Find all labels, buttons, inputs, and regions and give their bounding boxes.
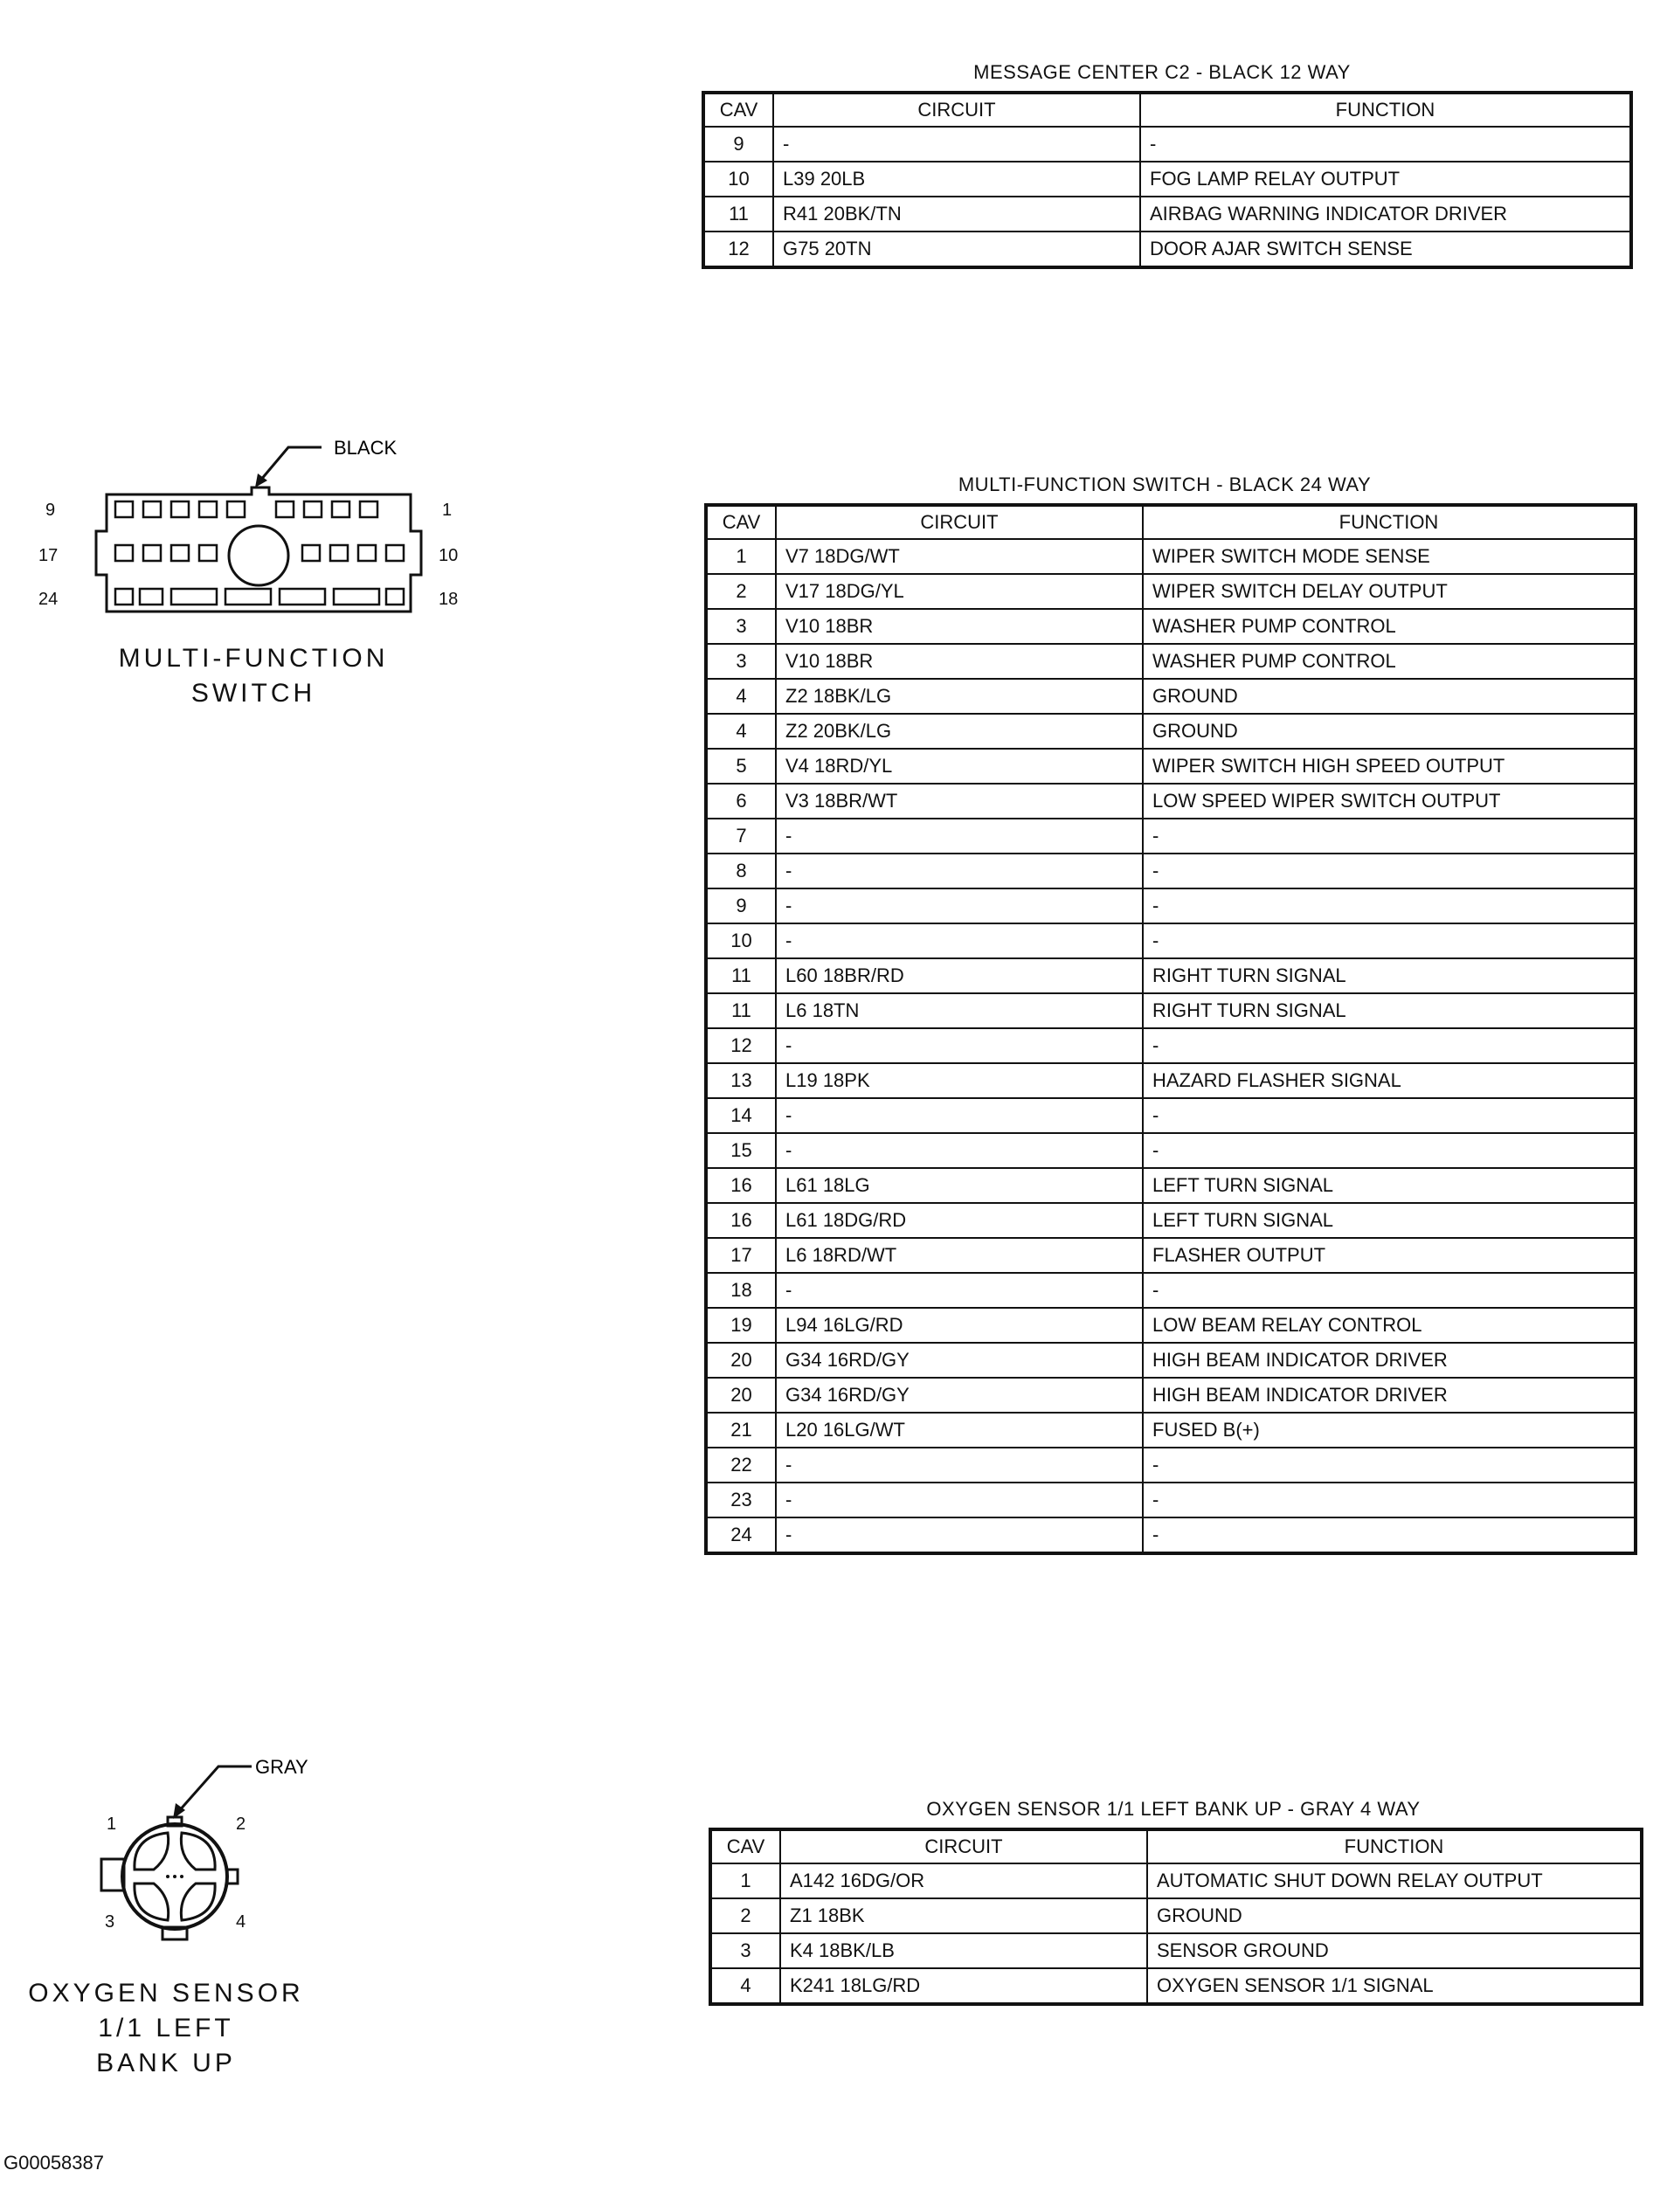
cav-cell: 13 [706, 1063, 776, 1098]
caption-line: OXYGEN SENSOR [28, 1979, 304, 2008]
table-row [706, 854, 1636, 888]
pin-label: 10 [439, 546, 459, 565]
cav-cell: 20 [706, 1378, 776, 1413]
function-cell: - [1143, 1517, 1636, 1553]
cav-cell: 11 [703, 197, 773, 232]
table-row [706, 1308, 1636, 1343]
circuit-cell: L61 18DG/RD [776, 1203, 1143, 1238]
column-header: FUNCTION [1140, 93, 1631, 127]
cav-cell: 23 [706, 1483, 776, 1517]
function-cell: HIGH BEAM INDICATOR DRIVER [1143, 1343, 1636, 1378]
caption-line: MULTI-FUNCTION [118, 644, 389, 673]
cav-cell: 1 [706, 539, 776, 574]
table-row [706, 1448, 1636, 1483]
table-row [710, 1898, 1642, 1933]
function-cell: - [1143, 1133, 1636, 1168]
column-header: FUNCTION [1147, 1829, 1642, 1863]
circuit-cell: - [776, 854, 1143, 888]
circuit-cell: V7 18DG/WT [776, 539, 1143, 574]
column-header: CIRCUIT [780, 1829, 1147, 1863]
circuit-cell: V10 18BR [776, 644, 1143, 679]
cav-cell: 3 [706, 609, 776, 644]
table-row [706, 1028, 1636, 1063]
pin-label: 17 [38, 546, 59, 565]
caption-line: BANK UP [96, 2049, 236, 2077]
circuit-cell: Z2 20BK/LG [776, 714, 1143, 749]
function-cell: WIPER SWITCH MODE SENSE [1143, 539, 1636, 574]
top-pin-row [115, 501, 377, 517]
function-cell: AIRBAG WARNING INDICATOR DRIVER [1140, 197, 1631, 232]
cav-cell: 1 [710, 1863, 780, 1898]
oxygen-sensor-connector-diagram [70, 1747, 349, 1966]
cav-cell: 9 [703, 127, 773, 162]
circuit-cell: - [776, 819, 1143, 854]
function-cell: - [1143, 1273, 1636, 1308]
oxygen-sensor-table [709, 1828, 1643, 2006]
oxygen-sensor-caption [26, 1976, 306, 2081]
table-row [706, 1063, 1636, 1098]
circuit-cell: L39 20LB [773, 162, 1140, 197]
message-center-title: MESSAGE CENTER C2 - BLACK 12 WAY [973, 61, 1351, 83]
function-cell: - [1143, 854, 1636, 888]
cav-cell: 14 [706, 1098, 776, 1133]
cav-cell: 2 [706, 574, 776, 609]
table-row [706, 574, 1636, 609]
table-row [703, 232, 1631, 267]
caption-line: SWITCH [190, 679, 316, 708]
circuit-cell: L6 18TN [776, 993, 1143, 1028]
circuit-cell: - [776, 1517, 1143, 1553]
function-cell: LEFT TURN SIGNAL [1143, 1168, 1636, 1203]
function-cell: - [1143, 1098, 1636, 1133]
cav-cell: 15 [706, 1133, 776, 1168]
table-row [706, 749, 1636, 784]
table-row [703, 127, 1631, 162]
table-row [706, 958, 1636, 993]
circuit-cell: V17 18DG/YL [776, 574, 1143, 609]
table-row [706, 539, 1636, 574]
circuit-cell: - [776, 1448, 1143, 1483]
column-header: CAV [703, 93, 773, 127]
table-row [710, 1968, 1642, 2004]
table-row [706, 888, 1636, 923]
circuit-cell: - [776, 1273, 1143, 1308]
table-row [706, 1203, 1636, 1238]
cav-cell: 12 [706, 1028, 776, 1063]
function-cell: - [1143, 888, 1636, 923]
column-header: CIRCUIT [773, 93, 1140, 127]
function-cell: - [1143, 1028, 1636, 1063]
table-row [706, 644, 1636, 679]
circuit-cell: - [776, 923, 1143, 958]
cav-cell: 18 [706, 1273, 776, 1308]
table-header-row [706, 505, 1636, 539]
table-row [706, 923, 1636, 958]
pin-label: 4 [236, 1912, 246, 1932]
function-cell: FOG LAMP RELAY OUTPUT [1140, 162, 1631, 197]
circuit-cell: - [776, 1098, 1143, 1133]
circuit-cell: V4 18RD/YL [776, 749, 1143, 784]
oxygen-sensor-title: OXYGEN SENSOR 1/1 LEFT BANK UP - GRAY 4 WAY [926, 1798, 1421, 1820]
cav-cell: 16 [706, 1168, 776, 1203]
cav-cell: 6 [706, 784, 776, 819]
color-label: BLACK [334, 437, 398, 459]
function-cell: FLASHER OUTPUT [1143, 1238, 1636, 1273]
pin-label: 3 [105, 1912, 115, 1932]
function-cell: WASHER PUMP CONTROL [1143, 609, 1636, 644]
middle-pin-row [115, 545, 404, 561]
table-header-row [703, 93, 1631, 127]
cav-cell: 2 [710, 1898, 780, 1933]
table-row [706, 1168, 1636, 1203]
circuit-cell: - [776, 1028, 1143, 1063]
circuit-cell: K241 18LG/RD [780, 1968, 1147, 2004]
pin-label: 9 [45, 501, 56, 520]
cav-cell: 4 [706, 714, 776, 749]
column-header: CIRCUIT [776, 505, 1143, 539]
function-cell: - [1140, 127, 1631, 162]
cav-cell: 20 [706, 1343, 776, 1378]
circuit-cell: - [773, 127, 1140, 162]
pin-label: 24 [38, 590, 59, 609]
circuit-cell: - [776, 1483, 1143, 1517]
circuit-cell: - [776, 1133, 1143, 1168]
table-row [706, 784, 1636, 819]
cav-cell: 4 [706, 679, 776, 714]
function-cell: - [1143, 819, 1636, 854]
function-cell: LEFT TURN SIGNAL [1143, 1203, 1636, 1238]
column-header: CAV [706, 505, 776, 539]
function-cell: GROUND [1143, 679, 1636, 714]
center-post [229, 526, 288, 585]
cav-cell: 8 [706, 854, 776, 888]
circuit-cell: R41 20BK/TN [773, 197, 1140, 232]
cav-cell: 4 [710, 1968, 780, 2004]
circuit-cell: K4 18BK/LB [780, 1933, 1147, 1968]
table-row [703, 162, 1631, 197]
table-row [706, 993, 1636, 1028]
function-cell: OXYGEN SENSOR 1/1 SIGNAL [1147, 1968, 1642, 2004]
cav-cell: 3 [706, 644, 776, 679]
table-row [706, 819, 1636, 854]
table-row [706, 1413, 1636, 1448]
circuit-cell: Z1 18BK [780, 1898, 1147, 1933]
cav-cell: 3 [710, 1933, 780, 1968]
message-center-table [702, 91, 1633, 269]
table-row [706, 1098, 1636, 1133]
circuit-cell: G34 16RD/GY [776, 1343, 1143, 1378]
cav-cell: 7 [706, 819, 776, 854]
cav-cell: 21 [706, 1413, 776, 1448]
function-cell: LOW SPEED WIPER SWITCH OUTPUT [1143, 784, 1636, 819]
function-cell: AUTOMATIC SHUT DOWN RELAY OUTPUT [1147, 1863, 1642, 1898]
table-header-row [710, 1829, 1642, 1863]
table-row [706, 1517, 1636, 1553]
circuit-cell: L60 18BR/RD [776, 958, 1143, 993]
circuit-cell: Z2 18BK/LG [776, 679, 1143, 714]
multi-function-caption [96, 641, 411, 711]
cav-cell: 19 [706, 1308, 776, 1343]
table-row [710, 1863, 1642, 1898]
circuit-cell: G75 20TN [773, 232, 1140, 267]
function-cell: - [1143, 1483, 1636, 1517]
pin-label: 2 [236, 1815, 246, 1834]
circuit-cell: - [776, 888, 1143, 923]
table-row [703, 197, 1631, 232]
table-row [706, 1483, 1636, 1517]
function-cell: WASHER PUMP CONTROL [1143, 644, 1636, 679]
table-row [706, 1378, 1636, 1413]
column-header: CAV [710, 1829, 780, 1863]
circuit-cell: A142 16DG/OR [780, 1863, 1147, 1898]
figure-code: G00058387 [3, 2152, 104, 2174]
cav-cell: 9 [706, 888, 776, 923]
function-cell: HIGH BEAM INDICATOR DRIVER [1143, 1378, 1636, 1413]
pin-label: 1 [442, 501, 453, 520]
table-row [706, 1133, 1636, 1168]
cav-cell: 11 [706, 958, 776, 993]
table-row [706, 679, 1636, 714]
table-row [706, 1273, 1636, 1308]
function-cell: - [1143, 1448, 1636, 1483]
pin-label: 18 [439, 590, 459, 609]
multi-function-title: MULTI-FUNCTION SWITCH - BLACK 24 WAY [958, 474, 1372, 495]
table-row [706, 609, 1636, 644]
function-cell: RIGHT TURN SIGNAL [1143, 993, 1636, 1028]
circuit-cell: L20 16LG/WT [776, 1413, 1143, 1448]
pin-label: 1 [107, 1815, 117, 1834]
caption-line: 1/1 LEFT [98, 2014, 234, 2043]
function-cell: GROUND [1143, 714, 1636, 749]
function-cell: SENSOR GROUND [1147, 1933, 1642, 1968]
multi-function-table [704, 503, 1637, 1555]
circuit-cell: V3 18BR/WT [776, 784, 1143, 819]
function-cell: WIPER SWITCH DELAY OUTPUT [1143, 574, 1636, 609]
cav-cell: 17 [706, 1238, 776, 1273]
circuit-cell: V10 18BR [776, 609, 1143, 644]
cav-cell: 12 [703, 232, 773, 267]
circuit-cell: L19 18PK [776, 1063, 1143, 1098]
circuit-cell: L6 18RD/WT [776, 1238, 1143, 1273]
function-cell: GROUND [1147, 1898, 1642, 1933]
function-cell: HAZARD FLASHER SIGNAL [1143, 1063, 1636, 1098]
cav-cell: 11 [706, 993, 776, 1028]
table-row [706, 714, 1636, 749]
cav-cell: 16 [706, 1203, 776, 1238]
cav-cell: 24 [706, 1517, 776, 1553]
table-row [706, 1343, 1636, 1378]
function-cell: FUSED B(+) [1143, 1413, 1636, 1448]
function-cell: RIGHT TURN SIGNAL [1143, 958, 1636, 993]
color-label: GRAY [255, 1756, 308, 1778]
circuit-cell: L61 18LG [776, 1168, 1143, 1203]
cav-cell: 5 [706, 749, 776, 784]
function-cell: DOOR AJAR SWITCH SENSE [1140, 232, 1631, 267]
table-row [710, 1933, 1642, 1968]
cav-cell: 10 [706, 923, 776, 958]
circuit-cell: G34 16RD/GY [776, 1378, 1143, 1413]
column-header: FUNCTION [1143, 505, 1636, 539]
multi-function-connector-diagram [26, 428, 481, 638]
bottom-pin-row [115, 589, 404, 605]
cav-cell: 10 [703, 162, 773, 197]
connector-housing [96, 487, 421, 612]
function-cell: LOW BEAM RELAY CONTROL [1143, 1308, 1636, 1343]
function-cell: WIPER SWITCH HIGH SPEED OUTPUT [1143, 749, 1636, 784]
cav-cell: 22 [706, 1448, 776, 1483]
function-cell: - [1143, 923, 1636, 958]
table-row [706, 1238, 1636, 1273]
circuit-cell: L94 16LG/RD [776, 1308, 1143, 1343]
